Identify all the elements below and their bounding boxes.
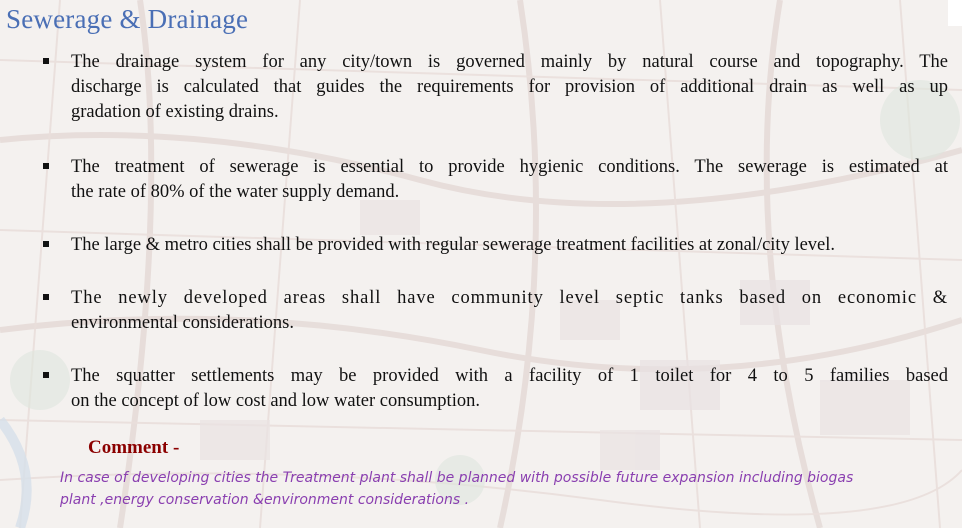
- bullet-line: The squatter settlements may be provided with a facility of 1 toilet for 4 to 5 families based: [71, 366, 948, 386]
- square-bullet-icon: [43, 372, 49, 378]
- bullet-item-sewerage-treatment: [40, 155, 948, 205]
- bullet-line: The treatment of sewerage is essential to provide hygienic conditions. The sewerage is estimated at: [71, 157, 948, 177]
- bullet-line: The drainage system for any city/town is governed mainly by natural course and topography. The: [71, 52, 948, 72]
- bullet-text: [71, 233, 948, 258]
- bullet-item-drainage: [40, 50, 948, 125]
- bullet-item-squatter-settlements: [40, 364, 948, 414]
- bullet-line: environmental considerations.: [71, 313, 294, 333]
- square-bullet-icon: [43, 294, 49, 300]
- comment-line: plant ,energy conservation &environment considerations .: [60, 492, 470, 508]
- bullet-line: the rate of 80% of the water supply demand.: [71, 182, 400, 202]
- square-bullet-icon: [43, 163, 49, 169]
- bullet-line: The newly developed areas shall have community level septic tanks based on economic &: [71, 288, 948, 308]
- bullet-line: on the concept of low cost and low water consumption.: [71, 391, 480, 411]
- comment-text: [60, 467, 960, 511]
- comment-label: Comment -: [88, 437, 180, 458]
- bullet-text: [71, 286, 948, 336]
- bullet-line: gradation of existing drains.: [71, 102, 279, 122]
- bullet-line: The large & metro cities shall be provided with regular sewerage treatment facilities at zonal/city level.: [71, 235, 836, 255]
- bullet-text: [71, 50, 948, 125]
- bullet-line: discharge is calculated that guides the requirements for provision of additional drain as well as up: [71, 77, 948, 97]
- square-bullet-icon: [43, 58, 49, 64]
- square-bullet-icon: [43, 241, 49, 247]
- bullet-text: [71, 364, 948, 414]
- slide-title: Sewerage & Drainage: [6, 4, 249, 34]
- bullet-item-metro-cities: [40, 233, 948, 258]
- comment-line: In case of developing cities the Treatment plant shall be planned with possible future expansion including biogas: [60, 470, 854, 486]
- bullet-item-septic-tanks: [40, 286, 948, 336]
- bullet-text: [71, 155, 948, 205]
- corner-patch: [948, 0, 962, 26]
